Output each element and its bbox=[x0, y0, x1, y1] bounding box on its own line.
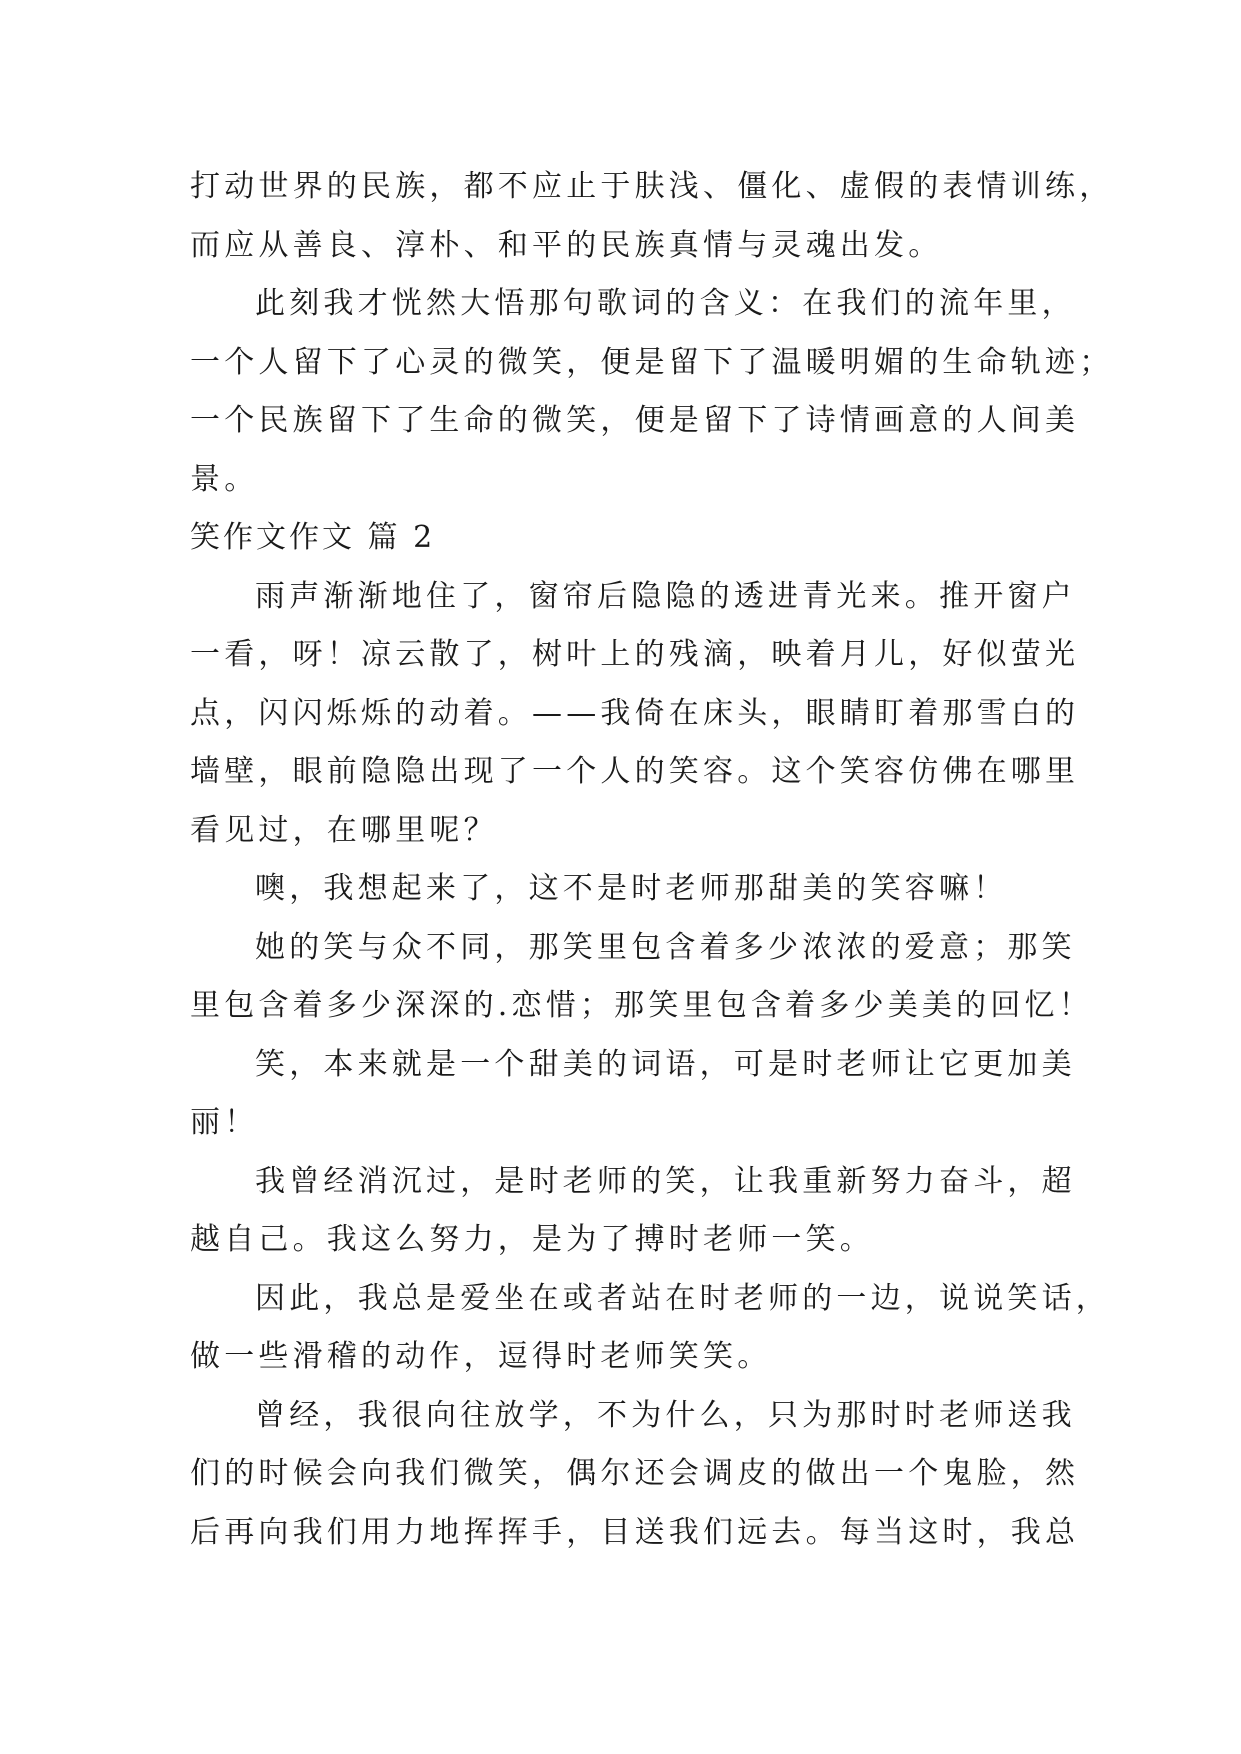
text-line: 一看，呀！凉云散了，树叶上的残滴，映着月儿，好似萤光 bbox=[190, 637, 1080, 672]
text-line: 做一些滑稽的动作，逗得时老师笑笑。 bbox=[190, 1339, 772, 1374]
text-line: 打动世界的民族，都不应止于肤浅、僵化、虚假的表情训练， bbox=[190, 169, 1114, 204]
document-body bbox=[190, 158, 1114, 1562]
text-line: 丽！ bbox=[190, 1105, 259, 1140]
text-line: 越自己。我这么努力，是为了搏时老师一笑。 bbox=[190, 1222, 874, 1257]
section-heading: 笑作文作文 篇 2 bbox=[190, 520, 436, 555]
text-line: 后再向我们用力地挥挥手，目送我们远去。每当这时，我总 bbox=[190, 1514, 1080, 1550]
text-line: 噢，我想起来了，这不是时老师那甜美的笑容嘛！ bbox=[255, 871, 1008, 906]
text-line: 曾经，我很向往放学，不为什么，只为那时时老师送我 bbox=[255, 1397, 1076, 1433]
text-line: 雨声渐渐地住了，窗帘后隐隐的透进青光来。推开窗户 bbox=[255, 578, 1076, 614]
text-line: 我曾经消沉过，是时老师的笑，让我重新努力奋斗，超 bbox=[255, 1163, 1076, 1199]
text-line: 因此，我总是爱坐在或者站在时老师的一边，说说笑话， bbox=[255, 1280, 1110, 1316]
text-line: 笑，本来就是一个甜美的词语，可是时老师让它更加美 bbox=[255, 1046, 1076, 1082]
text-line: 一个人留下了心灵的微笑，便是留下了温暖明媚的生命轨迹； bbox=[190, 344, 1114, 380]
text-line: 一个民族留下了生命的微笑，便是留下了诗情画意的人间美 bbox=[190, 403, 1080, 438]
text-line: 景。 bbox=[190, 461, 259, 497]
text-line: 看见过，在哪里呢？ bbox=[190, 812, 498, 848]
text-line: 她的笑与众不同，那笑里包含着多少浓浓的爱意；那笑 bbox=[255, 929, 1076, 965]
text-line: 们的时候会向我们微笑，偶尔还会调皮的做出一个鬼脸，然 bbox=[190, 1456, 1080, 1491]
text-line: 此刻我才恍然大悟那句歌词的含义：在我们的流年里， bbox=[255, 286, 1076, 321]
text-line: 而应从善良、淳朴、和平的民族真情与灵魂出发。 bbox=[190, 227, 943, 263]
text-line: 里包含着多少深深的.恋惜；那笑里包含着多少美美的回忆！ bbox=[190, 988, 1093, 1023]
text-line: 点，闪闪烁烁的动着。——我倚在床头，眼睛盯着那雪白的 bbox=[190, 695, 1080, 731]
text-line: 墙壁，眼前隐隐出现了一个人的笑容。这个笑容仿佛在哪里 bbox=[190, 754, 1080, 789]
